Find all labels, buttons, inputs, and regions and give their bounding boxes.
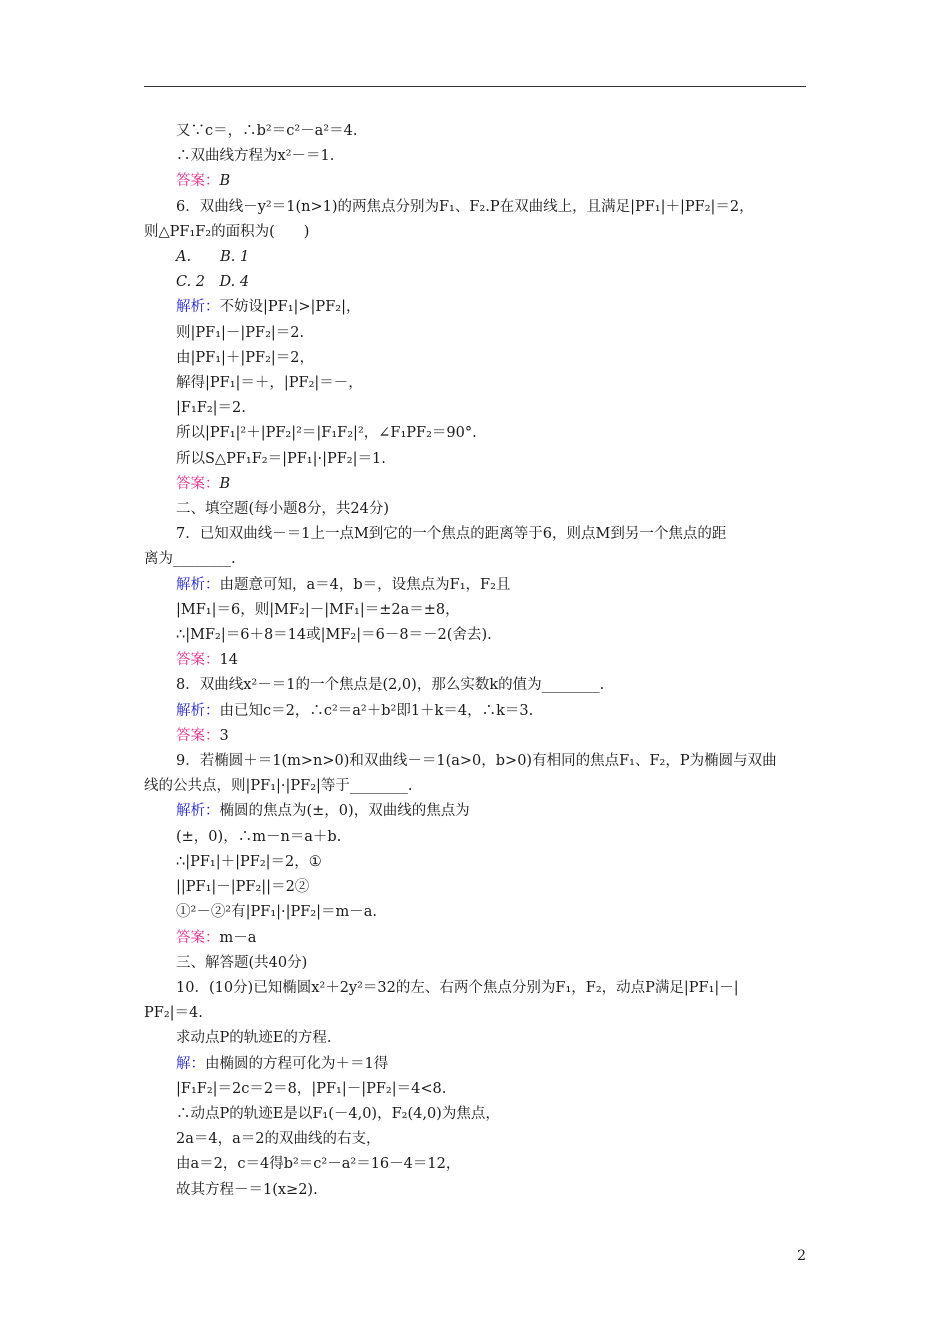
- line-text: 不妨设|PF₁|>|PF₂|，: [219, 299, 361, 316]
- text-line: [144, 774, 806, 799]
- text-line: [144, 926, 806, 951]
- line-text: 求动点P的轨迹E的方程.: [176, 1030, 332, 1047]
- document-body: [144, 119, 806, 1203]
- answer-label: 答案：: [176, 652, 220, 669]
- text-line: [144, 976, 806, 1001]
- line-text: ||PF₁|－|PF₂||＝2②: [176, 879, 310, 896]
- line-text: 由已知c＝2，∴c²＝a²＋b²即1＋k＝4，∴k＝3.: [219, 702, 534, 719]
- line-text: 所以|PF₁|²＋|PF₂|²＝|F₁F₂|²，∠F₁PF₂＝90°.: [176, 425, 477, 442]
- analysis-label: 解析：: [176, 702, 220, 719]
- line-text: 由a＝2，c＝4得b²＝c²－a²＝16－4＝12，: [176, 1156, 461, 1173]
- line-text: 由椭圆的方程可化为＋＝1得: [205, 1055, 389, 1072]
- line-text: 6．双曲线－y²＝1(n>1)的两焦点分别为F₁、F₂.P在双曲线上，且满足|PF₁|＋|PF₂|＝2，: [176, 198, 754, 215]
- line-text: A. B. 1: [176, 249, 250, 266]
- text-line: [144, 346, 806, 371]
- text-line: [144, 396, 806, 421]
- text-line: [144, 195, 806, 220]
- text-line: [144, 295, 806, 320]
- text-line: [144, 1127, 806, 1152]
- text-line: [144, 1026, 806, 1051]
- text-line: [144, 220, 806, 245]
- line-text: |F₁F₂|＝2c＝2＝8，|PF₁|－|PF₂|＝4<8.: [176, 1080, 447, 1097]
- line-text: 又∵c＝，∴b²＝c²－a²＝4.: [176, 123, 358, 139]
- line-text: (±，0)，∴m－n＝a＋b.: [176, 828, 342, 845]
- line-text: |MF₁|＝6，则|MF₂|－|MF₁|＝±2a＝±8，: [176, 601, 460, 618]
- text-line: [144, 850, 806, 875]
- text-line: [144, 371, 806, 396]
- text-line: [144, 547, 806, 572]
- line-text: 2a＝4，a＝2的双曲线的右支，: [176, 1131, 381, 1148]
- line-text: 三、解答题(共40分): [176, 954, 308, 971]
- analysis-label: 解析：: [176, 299, 220, 316]
- text-line: [144, 573, 806, 598]
- analysis-label: 解：: [176, 1055, 205, 1072]
- answer-label: 答案：: [176, 475, 220, 492]
- line-text: 所以S△PF₁F₂＝|PF₁|·|PF₂|＝1.: [176, 450, 386, 467]
- text-line: [144, 724, 806, 749]
- line-text: 椭圆的焦点为(±，0)，双曲线的焦点为: [219, 803, 470, 820]
- line-text: |F₁F₂|＝2.: [176, 400, 246, 417]
- text-line: [144, 321, 806, 346]
- line-text: m－a: [219, 929, 257, 946]
- text-line: [144, 900, 806, 925]
- text-line: [144, 1052, 806, 1077]
- text-line: [144, 749, 806, 774]
- text-line: [144, 648, 806, 673]
- text-line: [144, 497, 806, 522]
- text-line: [144, 1152, 806, 1177]
- text-line: [144, 144, 806, 169]
- text-line: [144, 421, 806, 446]
- line-text: ①²－②²有|PF₁|·|PF₂|＝m－a.: [176, 904, 378, 921]
- line-text: 14: [219, 652, 238, 669]
- text-line: [144, 447, 806, 472]
- line-text: 故其方程－＝1(x≥2).: [176, 1181, 318, 1198]
- line-text: 线的公共点，则|PF₁|·|PF₂|等于________.: [144, 778, 413, 795]
- text-line: [144, 472, 806, 497]
- text-line: [144, 119, 806, 144]
- analysis-label: 解析：: [176, 803, 220, 820]
- line-text: 离为________.: [144, 551, 236, 568]
- line-text: ∴双曲线方程为x²－＝1.: [176, 148, 335, 165]
- text-line: [144, 875, 806, 900]
- line-text: ∴|PF₁|＋|PF₂|＝2，①: [176, 853, 322, 870]
- text-line: [144, 245, 806, 270]
- line-text: ∴动点P的轨迹E是以F₁(－4,0)，F₂(4,0)为焦点，: [176, 1105, 500, 1122]
- header-rule: [144, 86, 806, 87]
- text-line: [144, 598, 806, 623]
- line-text: 二、填空题(每小题8分，共24分): [176, 501, 389, 518]
- text-line: [144, 673, 806, 698]
- line-text: ∴|MF₂|＝6＋8＝14或|MF₂|＝6－8＝－2(舍去).: [176, 627, 492, 644]
- answer-label: 答案：: [176, 727, 220, 744]
- line-text: 由|PF₁|＋|PF₂|＝2，: [176, 349, 315, 366]
- line-text: 则△PF₁F₂的面积为( ): [144, 223, 310, 240]
- line-text: 7．已知双曲线－＝1上一点M到它的一个焦点的距离等于6，则点M到另一个焦点的距: [176, 526, 727, 543]
- line-text: 10．(10分)已知椭圆x²＋2y²＝32的左、右两个焦点分别为F₁，F₂，动点P满足|PF₁|－|: [176, 979, 739, 996]
- line-text: 则|PF₁|－|PF₂|＝2.: [176, 324, 305, 341]
- text-line: [144, 951, 806, 976]
- line-text: PF₂|＝4.: [144, 1005, 203, 1022]
- line-text: 由题意可知，a＝4，b＝，设焦点为F₁，F₂且: [219, 576, 511, 593]
- line-text: 解得|PF₁|＝＋，|PF₂|＝－，: [176, 375, 363, 392]
- analysis-label: 解析：: [176, 576, 220, 593]
- text-line: [144, 623, 806, 648]
- text-line: [144, 1102, 806, 1127]
- page-number: 2: [797, 1248, 806, 1264]
- line-text: 9．若椭圆＋＝1(m>n>0)和双曲线－＝1(a>0，b>0)有相同的焦点F₁、F₂，P为椭圆与双曲: [176, 753, 777, 770]
- text-line: [144, 1001, 806, 1026]
- text-line: [144, 522, 806, 547]
- answer-label: 答案：: [176, 929, 220, 946]
- text-line: [144, 1077, 806, 1102]
- line-text: 3: [219, 727, 229, 744]
- line-text: B: [219, 173, 231, 190]
- line-text: B: [219, 475, 231, 492]
- text-line: [144, 699, 806, 724]
- line-text: 8．双曲线x²－＝1的一个焦点是(2,0)，那么实数k的值为________.: [176, 677, 605, 694]
- text-line: [144, 1178, 806, 1203]
- text-line: [144, 169, 806, 194]
- text-line: [144, 799, 806, 824]
- answer-label: 答案：: [176, 173, 220, 190]
- text-line: [144, 825, 806, 850]
- text-line: [144, 270, 806, 295]
- line-text: C. 2 D. 4: [176, 274, 250, 291]
